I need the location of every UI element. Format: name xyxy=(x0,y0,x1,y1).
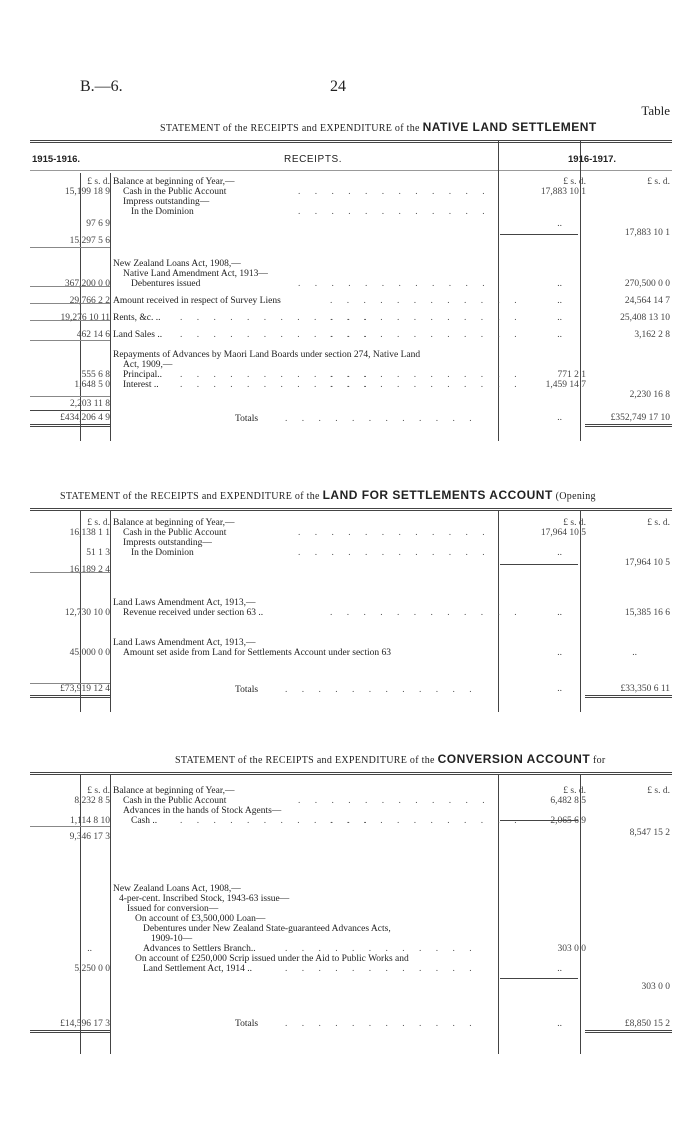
s2-r2-d2: Revenue received under section 63 .. xyxy=(123,608,264,618)
s1-r1-m2: .. xyxy=(557,219,562,229)
s1-r6-d3: Principal.. xyxy=(123,370,163,380)
s2-lsd-mid: £ s. d. xyxy=(563,518,586,528)
s2-r1-d1: Balance at beginning of Year,— xyxy=(113,518,235,528)
s3-title-post: for xyxy=(592,755,606,766)
s2-totals-m: .. xyxy=(557,684,562,694)
s2-r1-m1: 17,964 10 5 xyxy=(540,528,586,538)
s1-r6-dots-c: . . . . . . . . . . . . xyxy=(180,380,373,390)
s1-r1-d4: In the Dominion xyxy=(131,207,194,217)
s2-r3-d1: Land Laws Amendment Act, 1913,— xyxy=(113,638,256,648)
s3-r1-dots-b: . . . . . . . . . . . . xyxy=(180,816,373,826)
s1-r3-d: Amount received in respect of Survey Liens xyxy=(113,296,281,306)
s1-r4-m: .. xyxy=(557,313,562,323)
s3-lsd-left: £ s. d. xyxy=(87,786,110,796)
s2-r1-dots-b: . . . . . . . . . . . . xyxy=(298,548,491,558)
s2-r2-dots: . . . . . . . . . . . . xyxy=(330,608,523,618)
s1-r6-d4: Interest .. xyxy=(123,380,159,390)
s2-r1-a1: 16,138 1 1 xyxy=(69,528,110,538)
s1-lsd-mid: £ s. d. xyxy=(563,177,586,187)
s2-r3-t: .. xyxy=(632,648,637,658)
s2-totals-dots: . . . . . . . . . . . . xyxy=(285,685,478,695)
s1-r6-d2: Act, 1909,— xyxy=(123,360,173,370)
s3-totals-label: Totals xyxy=(235,1019,259,1029)
s3-r1-a1: 8,232 8 5 xyxy=(74,796,110,806)
s3-r2-d6: 1909-10— xyxy=(151,934,193,944)
s3-r2-d9: Land Settlement Act, 1914 .. xyxy=(143,964,252,974)
s3-r2-d1: New Zealand Loans Act, 1908,— xyxy=(113,884,241,894)
s2-lsd-left: £ s. d. xyxy=(87,518,110,528)
s2-totals-t: £33,350 6 11 xyxy=(620,684,670,694)
s1-r2-m: .. xyxy=(557,279,562,289)
s1-year-left: 1915-1916. xyxy=(32,154,81,165)
s1-receipts-heading: RECEIPTS. xyxy=(284,154,343,165)
s1-r5-dots: . . . . . . . . . . . . xyxy=(180,330,373,340)
s3-r2-m2: .. xyxy=(557,964,562,974)
s3-r2-d8: On account of £250,000 Scrip issued under the Aid to Public Works and xyxy=(135,954,409,964)
s3-table xyxy=(30,772,672,1072)
s2-r1-a2: 51 1 3 xyxy=(86,548,110,558)
s2-r2-t: 15,385 16 6 xyxy=(624,608,670,618)
s1-r6-a1: 555 6 8 xyxy=(81,370,110,380)
s3-totals-t: £8,850 15 2 xyxy=(624,1019,670,1029)
s3-title xyxy=(175,752,606,766)
s3-r1-dots-a: . . . . . . . . . . . . xyxy=(298,796,491,806)
s2-r3-a: 45,000 0 0 xyxy=(69,648,110,658)
s2-r2-m: .. xyxy=(557,608,562,618)
s1-r6-dots-a: . . . . . . . . . . . . xyxy=(180,370,373,380)
s1-r5-d: Land Sales .. xyxy=(113,330,163,340)
s1-r6-dots-d: . . . . . . . . . . . . xyxy=(330,380,523,390)
s3-r1-d2: Cash in the Public Account xyxy=(123,796,227,806)
s1-r4-a: 19,276 10 11 xyxy=(60,313,110,323)
s3-title-pre: STATEMENT of the RECEIPTS and EXPENDITURE of the xyxy=(175,755,435,766)
s3-r2-d7: Advances to Settlers Branch.. xyxy=(143,944,256,954)
s1-totals-m: .. xyxy=(557,413,562,423)
s1-title-bold: NATIVE LAND SETTLEMENT xyxy=(422,120,597,134)
s1-r5-m: .. xyxy=(557,330,562,340)
s1-r6-m2: 1,459 14 7 xyxy=(545,380,586,390)
s1-r4-t: 25,408 13 10 xyxy=(620,313,670,323)
s1-title-pre: STATEMENT of the RECEIPTS and EXPENDITURE of the xyxy=(160,123,420,134)
s2-r3-m: .. xyxy=(557,648,562,658)
s2-lsd-right: £ s. d. xyxy=(647,518,670,528)
s1-r2-d2: Native Land Amendment Act, 1913— xyxy=(123,269,268,279)
s3-r1-d1: Balance at beginning of Year,— xyxy=(113,786,235,796)
s1-r1-t: 17,883 10 1 xyxy=(624,228,670,238)
s3-totals-dots: . . . . . . . . . . . . xyxy=(285,1019,478,1029)
s1-r2-a: 367,200 0 0 xyxy=(64,279,110,289)
s1-r3-t: 24,564 14 7 xyxy=(624,296,670,306)
s3-lsd-right: £ s. d. xyxy=(647,786,670,796)
s1-r1-a1: 15,199 18 9 xyxy=(64,187,110,197)
s2-table xyxy=(30,508,672,718)
s2-title-post: (Opening xyxy=(555,491,596,502)
s3-r2-m1: 303 0 0 xyxy=(557,944,586,954)
s1-r4-dots-b: . . . . . . . . . . . . xyxy=(330,313,523,323)
s2-totals-a: £73,919 12 4 xyxy=(60,684,110,694)
table-corner-label: Table xyxy=(641,103,670,118)
s1-r2-d3: Debentures issued xyxy=(131,279,201,289)
s2-r1-t: 17,964 10 5 xyxy=(624,558,670,568)
s3-r1-d3: Advances in the hands of Stock Agents— xyxy=(123,806,282,816)
s1-lsd-right: £ s. d. xyxy=(647,177,670,187)
s1-r6-t: 2,230 16 8 xyxy=(629,390,670,400)
s1-r1-a2: 97 6 9 xyxy=(86,219,110,229)
s1-r5-a: 462 14 6 xyxy=(76,330,110,340)
s1-totals-label: Totals xyxy=(235,414,259,424)
s1-r1-d2: Cash in the Public Account xyxy=(123,187,227,197)
s3-r1-m2: 2,065 6 9 xyxy=(550,816,586,826)
s1-r2-t: 270,500 0 0 xyxy=(624,279,670,289)
s3-totals-m: .. xyxy=(557,1019,562,1029)
s1-table xyxy=(30,140,672,460)
s1-r3-m: .. xyxy=(557,296,562,306)
s3-title-bold: CONVERSION ACCOUNT xyxy=(437,752,591,766)
s1-r1-sub: 15,297 5 6 xyxy=(69,236,110,246)
s3-r2-dots-b: . . . . . . . . . . . . xyxy=(285,964,478,974)
page-reference: B.—6. xyxy=(80,78,123,95)
s2-r1-m2: .. xyxy=(557,548,562,558)
page-number: 24 xyxy=(330,78,346,95)
s3-r2-d2: 4-per-cent. Inscribed Stock, 1943-63 issue— xyxy=(119,894,290,904)
s1-lsd-left: £ s. d. xyxy=(87,177,110,187)
s3-lsd-mid: £ s. d. xyxy=(563,786,586,796)
s3-r2-dots-a: . . . . . . . . . . . . xyxy=(285,944,478,954)
s1-r6-a2: 1,648 5 0 xyxy=(74,380,110,390)
s1-r4-dots: . . . . . . . . . . . . xyxy=(180,313,373,323)
s2-totals-label: Totals xyxy=(235,685,259,695)
s1-r4-d: Rents, &c. .. xyxy=(113,313,161,323)
s3-r2-d4: On account of £3,500,000 Loan— xyxy=(135,914,266,924)
s3-r1-sub: 9,346 17 3 xyxy=(69,832,110,842)
s1-title xyxy=(160,120,597,134)
s3-r1-m1: 6,482 8 5 xyxy=(550,796,586,806)
s1-r1-m1: 17,883 10 1 xyxy=(540,187,586,197)
s1-r5-t: 3,162 2 8 xyxy=(634,330,670,340)
s1-year-right: 1916-1917. xyxy=(568,154,617,165)
s3-r1-dots-c: . . . . . . . . . . . . xyxy=(330,816,523,826)
s2-r1-dots-a: . . . . . . . . . . . . xyxy=(298,528,491,538)
s1-r3-dots: . . . . . . . . . . . . xyxy=(330,296,523,306)
s2-title-bold: LAND FOR SETTLEMENTS ACCOUNT xyxy=(322,488,553,502)
s1-r6-sub: 2,203 11 8 xyxy=(69,399,110,409)
s2-r1-d3: Imprests outstanding— xyxy=(123,538,212,548)
s2-r1-d2: Cash in the Public Account xyxy=(123,528,227,538)
s3-totals-a: £14,596 17 3 xyxy=(60,1019,110,1029)
s1-r1-d1: Balance at beginning of Year,— xyxy=(113,177,235,187)
s2-r2-d1: Land Laws Amendment Act, 1913,— xyxy=(113,598,256,608)
s1-r1-dots-b: . . . . . . . . . . . . xyxy=(298,207,491,217)
s2-r3-d2: Amount set aside from Land for Settlements Account under section 63 xyxy=(123,648,392,658)
s1-totals-dots: . . . . . . . . . . . . xyxy=(285,414,478,424)
s2-title xyxy=(60,488,596,502)
s1-r2-d1: New Zealand Loans Act, 1908,— xyxy=(113,259,241,269)
s3-r2-a2: 5,250 0 0 xyxy=(74,964,110,974)
s1-r5-dots-b: . . . . . . . . . . . . xyxy=(330,330,523,340)
s1-r6-d1: Repayments of Advances by Maori Land Boards under section 274, Native Land xyxy=(113,350,421,360)
s3-r1-t: 8,547 15 2 xyxy=(629,828,670,838)
s3-r1-d4: Cash .. xyxy=(131,816,158,826)
s1-r3-a: 29,766 2 2 xyxy=(69,296,110,306)
s3-r2-d5: Debentures under New Zealand State-guaranteed Advances Acts, xyxy=(143,924,391,934)
s1-r1-dots-a: . . . . . . . . . . . . xyxy=(298,187,491,197)
s1-r2-dots: . . . . . . . . . . . . xyxy=(298,279,491,289)
s3-r1-a2: 1,114 8 10 xyxy=(69,816,110,826)
s1-r6-dots-b: . . . . . . . . . . . . xyxy=(330,370,523,380)
s3-r2-a1: .. xyxy=(87,944,92,954)
s1-r1-d3: Impress outstanding— xyxy=(123,197,210,207)
s2-r1-sub: 16,189 2 4 xyxy=(69,565,110,575)
s2-r2-a: 12,730 10 0 xyxy=(64,608,110,618)
s2-r1-d4: In the Dominion xyxy=(131,548,194,558)
s3-r2-d3: Issued for conversion— xyxy=(127,904,219,914)
s1-totals-a: £434,206 4 9 xyxy=(60,413,110,423)
s1-r6-m1: 771 2 1 xyxy=(557,370,586,380)
s3-r2-t: 303 0 0 xyxy=(641,982,670,992)
s1-totals-t: £352,749 17 10 xyxy=(610,413,670,423)
s2-title-pre: STATEMENT of the RECEIPTS and EXPENDITURE of the xyxy=(60,491,320,502)
